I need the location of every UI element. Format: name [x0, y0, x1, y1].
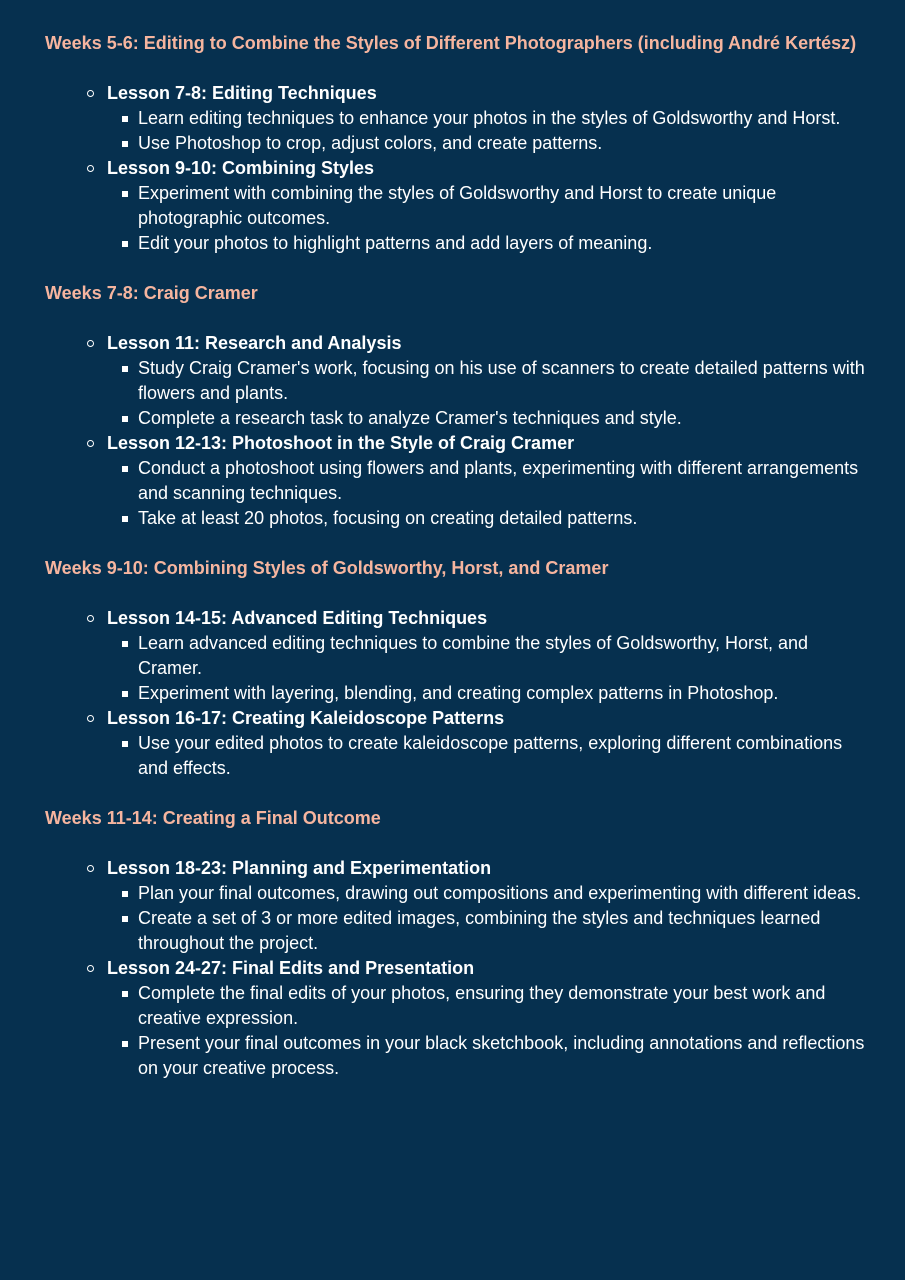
lesson-list: [45, 856, 865, 1081]
lesson-item: [107, 856, 865, 956]
task-item: Experiment with combining the styles of Goldsworthy and Horst to create unique photographic outcomes.: [138, 181, 865, 231]
lesson-list: [45, 81, 865, 256]
task-item: Use your edited photos to create kaleidoscope patterns, exploring different combinations and effects.: [138, 731, 865, 781]
lesson-title: Lesson 7-8: Editing Techniques: [107, 83, 377, 103]
lesson-item: [107, 431, 865, 531]
lesson-list: [45, 331, 865, 531]
task-item: Take at least 20 photos, focusing on creating detailed patterns.: [138, 506, 865, 531]
task-item: Conduct a photoshoot using flowers and plants, experimenting with different arrangements and scanning techniques.: [138, 456, 865, 506]
week-section: [45, 281, 865, 531]
week-section: [45, 556, 865, 781]
lesson-item: [107, 81, 865, 156]
week-section: [45, 31, 865, 256]
lesson-item: [107, 156, 865, 256]
task-list: [107, 981, 865, 1081]
lesson-title: Lesson 11: Research and Analysis: [107, 333, 402, 353]
week-heading: Weeks 5-6: Editing to Combine the Styles of Different Photographers (including André Kertész): [45, 33, 857, 53]
task-item: Create a set of 3 or more edited images, combining the styles and techniques learned throughout the project.: [138, 906, 865, 956]
lesson-title: Lesson 24-27: Final Edits and Presentation: [107, 958, 475, 978]
lesson-item: [107, 956, 865, 1081]
task-list: [107, 106, 865, 156]
task-item: Present your final outcomes in your black sketchbook, including annotations and reflections on your creative process.: [138, 1031, 865, 1081]
task-item: Learn advanced editing techniques to combine the styles of Goldsworthy, Horst, and Cramer.: [138, 631, 865, 681]
task-item: Learn editing techniques to enhance your photos in the styles of Goldsworthy and Horst.: [138, 106, 865, 131]
week-heading: Weeks 7-8: Craig Cramer: [45, 283, 258, 303]
week-heading: Weeks 11-14: Creating a Final Outcome: [45, 808, 381, 828]
lesson-title: Lesson 16-17: Creating Kaleidoscope Patterns: [107, 708, 505, 728]
task-item: Edit your photos to highlight patterns and add layers of meaning.: [138, 231, 865, 256]
task-list: [107, 631, 865, 706]
lesson-title: Lesson 18-23: Planning and Experimentation: [107, 858, 492, 878]
task-list: [107, 181, 865, 256]
task-item: Experiment with layering, blending, and creating complex patterns in Photoshop.: [138, 681, 865, 706]
task-list: [107, 731, 865, 781]
task-item: Complete the final edits of your photos, ensuring they demonstrate your best work and creative expression.: [138, 981, 865, 1031]
task-list: [107, 456, 865, 531]
lesson-item: [107, 331, 865, 431]
lesson-item: [107, 706, 865, 781]
task-item: Plan your final outcomes, drawing out compositions and experimenting with different ideas.: [138, 881, 865, 906]
week-heading: Weeks 9-10: Combining Styles of Goldsworthy, Horst, and Cramer: [45, 558, 609, 578]
lesson-item: [107, 606, 865, 706]
task-item: Complete a research task to analyze Cramer's techniques and style.: [138, 406, 865, 431]
lesson-title: Lesson 12-13: Photoshoot in the Style of Craig Cramer: [107, 433, 575, 453]
week-section: [45, 806, 865, 1081]
task-item: Study Craig Cramer's work, focusing on his use of scanners to create detailed patterns with flowers and plants.: [138, 356, 865, 406]
task-list: [107, 881, 865, 956]
lesson-title: Lesson 14-15: Advanced Editing Techniques: [107, 608, 488, 628]
lesson-list: [45, 606, 865, 781]
task-item: Use Photoshop to crop, adjust colors, and create patterns.: [138, 131, 865, 156]
lesson-title: Lesson 9-10: Combining Styles: [107, 158, 375, 178]
task-list: [107, 356, 865, 431]
